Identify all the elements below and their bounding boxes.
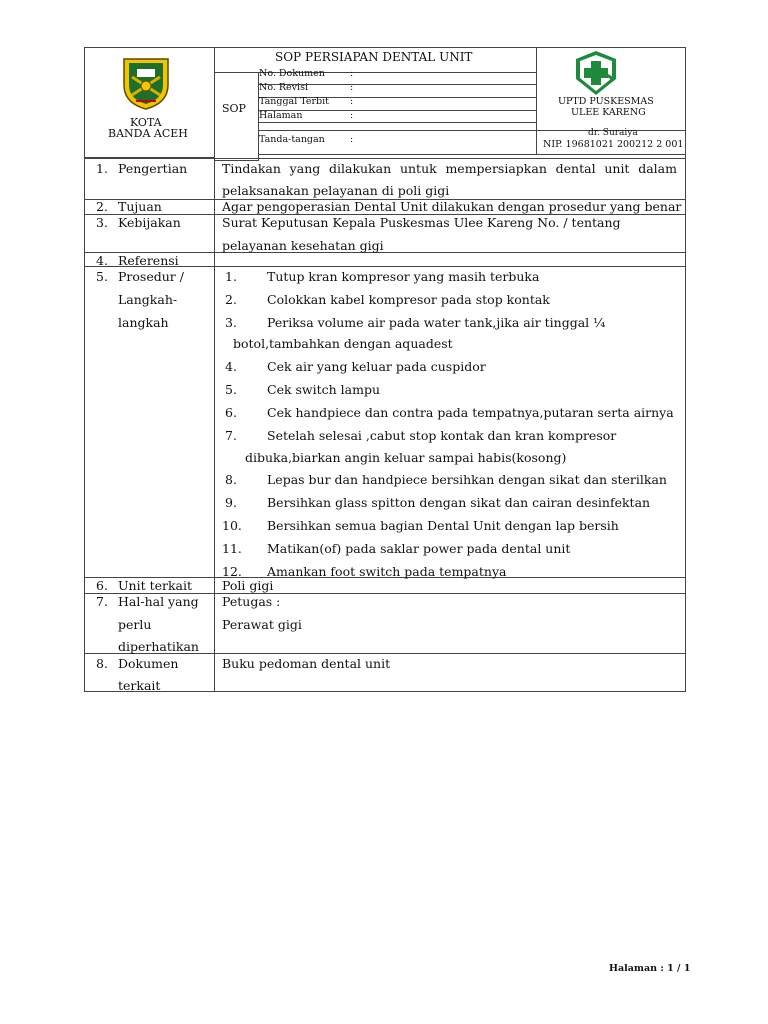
signer-name: dr. Suraiya xyxy=(588,128,638,138)
sop-label: SOP xyxy=(222,102,246,115)
step-text: Periksa volume air pada water tank,jika air tinggal ¼ xyxy=(267,315,606,330)
row7-label-line1: Hal-hal yang xyxy=(118,594,199,609)
step-text-continued: dibuka,biarkan angin keluar sampai habis(kosong) xyxy=(245,450,567,465)
row1-label: Pengertian xyxy=(118,161,188,176)
step-text: Cek switch lampu xyxy=(267,382,381,397)
signer-nip: NIP. 19681021 200212 2 001 xyxy=(543,139,684,150)
row4-label: Referensi xyxy=(118,253,179,268)
step-number: 1. xyxy=(225,269,237,284)
row3-number: 3. xyxy=(96,215,108,230)
row7-number: 7. xyxy=(96,594,108,609)
step-text: Setelah selesai ,cabut stop kontak dan kran kompresor xyxy=(267,428,617,443)
field-tanggal-terbit: Tanggal Terbit xyxy=(259,96,329,107)
step-number: 5. xyxy=(225,382,237,397)
puskesmas-cross-icon xyxy=(572,49,620,97)
step-number: 10. xyxy=(222,518,242,533)
row1-number: 1. xyxy=(96,161,108,176)
step-text: Cek handpiece dan contra pada tempatnya,putaran serta airnya xyxy=(267,405,674,420)
field-halaman: Halaman xyxy=(259,110,303,121)
step-number: 9. xyxy=(225,495,237,510)
row5-label-line3: langkah xyxy=(118,315,169,330)
org-right-line1: UPTD PUSKESMAS xyxy=(558,96,654,107)
row8-label-line2: terkait xyxy=(118,678,161,693)
row7-label-line2: perlu xyxy=(118,617,152,632)
row8-label-line1: Dokumen xyxy=(118,656,179,671)
row4-number: 4. xyxy=(96,253,108,268)
org-right-line2: ULEE KARENG xyxy=(571,107,646,118)
step-number: 4. xyxy=(225,359,237,374)
step-text: Colokkan kabel kompresor pada stop kontak xyxy=(267,292,550,307)
step-text: Amankan foot switch pada tempatnya xyxy=(267,564,507,579)
field-tanda-tangan: Tanda-tangan xyxy=(259,134,325,145)
org-left-line1: KOTA xyxy=(130,116,162,129)
document-title: SOP PERSIAPAN DENTAL UNIT xyxy=(275,50,473,64)
row3-text-line2: pelayanan kesehatan gigi xyxy=(222,238,384,253)
step-number: 12. xyxy=(222,564,242,579)
field-no-dokumen: No. Dokumen xyxy=(259,68,325,79)
row8-text: Buku pedoman dental unit xyxy=(222,656,391,671)
row7-text-line2: Perawat gigi xyxy=(222,617,302,632)
row1-text-line2: pelaksanakan pelayanan di poli gigi xyxy=(222,183,450,198)
field-no-revisi: No. Revisi xyxy=(259,82,308,93)
row3-text-line1: Surat Keputusan Kepala Puskesmas Ulee Kareng No. / tentang xyxy=(222,215,621,230)
row7-label-line3: diperhatikan xyxy=(118,639,199,654)
step-text: Bersihkan semua bagian Dental Unit dengan lap bersih xyxy=(267,518,619,533)
row7-text-line1: Petugas : xyxy=(222,594,281,609)
step-text: Lepas bur dan handpiece bersihkan dengan sikat dan sterilkan xyxy=(267,472,667,487)
crest-icon xyxy=(120,55,172,111)
step-text: Matikan(of) pada saklar power pada dental unit xyxy=(267,541,571,556)
step-number: 6. xyxy=(225,405,237,420)
step-text: Bersihkan glass spitton dengan sikat dan cairan desinfektan xyxy=(267,495,651,510)
row2-text: Agar pengoperasian Dental Unit dilakukan dengan prosedur yang benar xyxy=(222,199,682,214)
city-crest-logo xyxy=(120,55,172,111)
row1-text-line1: Tindakan yang dilakukan untuk mempersiapkan dental unit dalam xyxy=(222,161,677,176)
row2-label: Tujuan xyxy=(118,199,162,214)
step-number: 11. xyxy=(222,541,242,556)
step-number: 8. xyxy=(225,472,237,487)
row3-label: Kebijakan xyxy=(118,215,181,230)
row5-label-line1: Prosedur / xyxy=(118,269,184,284)
step-number: 7. xyxy=(225,428,237,443)
row6-text: Poli gigi xyxy=(222,578,274,593)
row5-number: 5. xyxy=(96,269,108,284)
row6-label: Unit terkait xyxy=(118,578,193,593)
row2-number: 2. xyxy=(96,199,108,214)
row6-number: 6. xyxy=(96,578,108,593)
row8-number: 8. xyxy=(96,656,108,671)
step-text-continued: botol,tambahkan dengan aquadest xyxy=(233,336,453,351)
step-number: 2. xyxy=(225,292,237,307)
step-text: Cek air yang keluar pada cuspidor xyxy=(267,359,486,374)
puskesmas-logo xyxy=(572,49,620,97)
step-text: Tutup kran kompresor yang masih terbuka xyxy=(267,269,540,284)
org-left-line2: BANDA ACEH xyxy=(108,127,188,140)
page-number: Halaman : 1 / 1 xyxy=(609,963,691,974)
row5-label-line2: Langkah- xyxy=(118,292,178,307)
step-number: 3. xyxy=(225,315,237,330)
